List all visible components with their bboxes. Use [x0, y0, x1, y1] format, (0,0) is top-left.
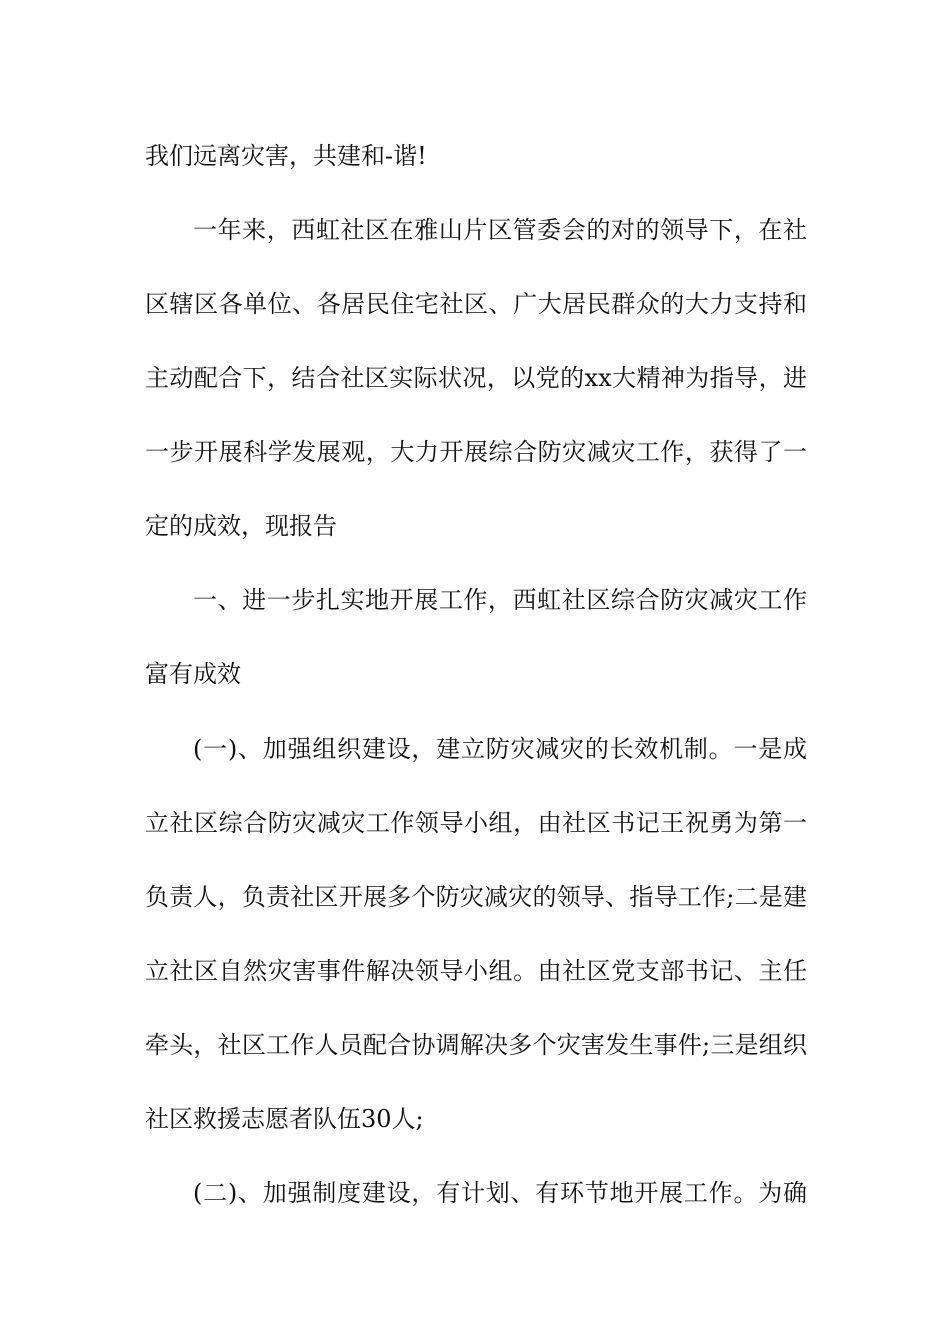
paragraph-first-line: 一年来，西虹社区在雅山片区管委会的对的领导下，在社 [193, 216, 807, 244]
paragraph-first-line: (一)、加强组织建设，建立防灾减灾的长效机制。一是成 [193, 735, 807, 763]
text-line: 立社区综合防灾减灾工作领导小组，由社区书记王祝勇为第一 [145, 809, 807, 837]
text-line: 我们远离灾害，共建和-谐! [145, 142, 427, 170]
text-line: 区辖区各单位、各居民住宅社区、广大居民群众的大力支持和 [145, 290, 807, 318]
text-line: 牵头，社区工作人员配合协调解决多个灾害发生事件;三是组织 [145, 1031, 807, 1059]
text-line: 社区救援志愿者队伍30人; [145, 1105, 424, 1133]
text-line: 立社区自然灾害事件解决领导小组。由社区党支部书记、主任 [145, 957, 807, 985]
section-heading-line: 富有成效 [145, 660, 241, 688]
text-line: 一步开展科学发展观，大力开展综合防灾减灾工作，获得了一 [145, 438, 807, 466]
section-heading-line: 一、进一步扎实地开展工作，西虹社区综合防灾减灾工作 [193, 586, 807, 614]
text-line: 定的成效，现报告 [145, 512, 337, 540]
text-line: 主动配合下，结合社区实际状况，以党的xx大精神为指导，进 [145, 364, 807, 392]
paragraph-first-line: (二)、加强制度建设，有计划、有环节地开展工作。为确 [193, 1179, 807, 1207]
text-line: 负责人，负责社区开展多个防灾减灾的领导、指导工作;二是建 [145, 883, 807, 911]
